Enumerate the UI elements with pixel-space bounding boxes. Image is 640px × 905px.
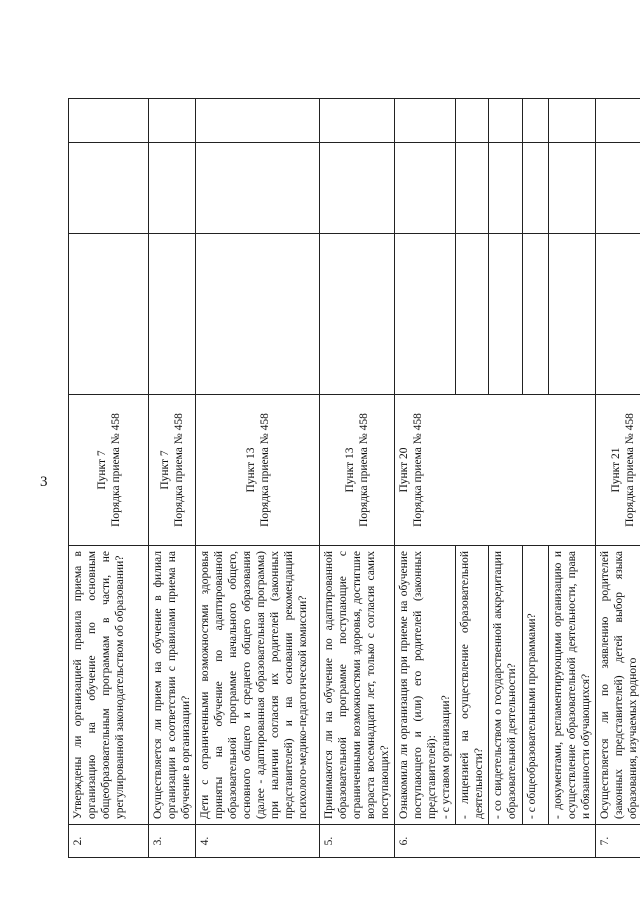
answer-cell — [196, 234, 320, 395]
ref-doc: Порядка приема № 458 — [109, 413, 122, 527]
ref-doc: Порядка приема № 458 — [623, 413, 636, 527]
answer-cell — [489, 143, 523, 234]
table-row — [395, 99, 456, 858]
answer-cell — [523, 143, 549, 234]
question-sub: - с уставом организации? — [440, 695, 452, 819]
answer-cell — [196, 143, 320, 234]
legal-reference — [149, 395, 196, 546]
answer-cell — [69, 143, 149, 234]
answer-cell — [456, 234, 489, 395]
legal-reference — [69, 395, 149, 546]
notes-cell — [489, 99, 523, 143]
answer-cell — [549, 143, 596, 234]
answer-cell — [395, 234, 456, 395]
ref-item: Пункт 13 — [244, 447, 257, 493]
answer-cell — [395, 143, 456, 234]
row-number: 7. — [596, 825, 640, 858]
question-text: Осуществляется ли прием на обучение в филиал организации в соответствии с правилами приема на обучение в организации? — [149, 546, 196, 825]
question-main: Ознакомила ли организация при приеме на обучение поступающего и (или) его родителей (законных представителей): — [398, 551, 438, 819]
notes-cell — [196, 99, 320, 143]
row-number: 3. — [149, 825, 196, 858]
ref-item: Пункт 21 — [609, 447, 622, 493]
question-text: Принимаются ли на обучение по адаптированной образовательной программе поступающие с ограниченными возможностями здоровья, достигшие возраста восемнадцати лет, только с согласия самих поступающих? — [320, 546, 395, 825]
ref-item: Пункт 13 — [344, 447, 356, 493]
legal-reference — [596, 395, 640, 546]
question-text — [395, 546, 456, 825]
row-number: 4. — [196, 825, 320, 858]
ref-item: Пункт 7 — [95, 450, 108, 490]
answer-cell — [69, 234, 149, 395]
notes-cell — [523, 99, 549, 143]
table-row — [69, 99, 149, 858]
notes-cell — [320, 99, 395, 143]
question-text: - со свидетельством о государственной аккредитации образовательной деятельности? — [489, 546, 523, 825]
answer-cell — [149, 143, 196, 234]
row-number: 2. — [69, 825, 149, 858]
ref-doc: Порядка приема № 458 — [412, 413, 424, 527]
legal-reference — [196, 395, 320, 546]
answer-cell — [489, 234, 523, 395]
notes-cell — [395, 99, 456, 143]
table-row — [196, 99, 320, 858]
ref-doc: Порядка приема № 458 — [258, 413, 271, 527]
ref-doc: Порядка приема № 458 — [358, 413, 370, 527]
ref-item: Пункт 7 — [159, 450, 171, 490]
legal-reference — [395, 395, 596, 546]
answer-cell — [456, 143, 489, 234]
notes-cell — [549, 99, 596, 143]
table-row — [596, 99, 640, 858]
notes-cell — [596, 99, 640, 143]
question-text: - документами, регламентирующими организацию и осуществление образовательной деятельности, права и обязанности обучающихся? — [549, 546, 596, 825]
answer-cell — [523, 234, 549, 395]
notes-cell — [149, 99, 196, 143]
answer-cell — [549, 234, 596, 395]
notes-cell — [456, 99, 489, 143]
row-number: 6. — [395, 825, 596, 858]
table-row — [149, 99, 196, 858]
ref-item: Пункт 20 — [398, 447, 410, 493]
answer-cell — [320, 143, 395, 234]
question-text: Утверждены ли организацией правила приема в организацию на обучение по основным общеобразовательным программам в части, не урегулированной законодательством об образовании? — [69, 546, 149, 825]
page-number: 3 — [40, 474, 48, 490]
table-row — [320, 99, 395, 858]
question-text: - лицензией на осуществление образовательной деятельности? — [456, 546, 489, 825]
checklist-table — [68, 98, 640, 858]
legal-reference — [320, 395, 395, 546]
question-text: - с общеобразовательными программами? — [523, 546, 549, 825]
row-number: 5. — [320, 825, 395, 858]
ref-doc: Порядка приема № 458 — [173, 413, 185, 527]
answer-cell — [149, 234, 196, 395]
answer-cell — [320, 234, 395, 395]
question-text: Дети с ограниченными возможностями здоровья приняты на обучение по адаптированной образовательной программе начального общего, основного общего и среднего общего образования (далее - адаптированная образовательная программа) при наличии согласия их родителей (законных представителей) и на основании рекомендаций психолого-медико-педагогической комиссии? — [196, 546, 320, 825]
question-text: Осуществляется ли по заявлению родителей (законных представителей) детей выбор языка образования, изучаемых родного — [596, 546, 640, 825]
notes-cell — [69, 99, 149, 143]
checklist-table-rotated — [68, 98, 639, 858]
answer-cell — [596, 234, 640, 395]
answer-cell — [596, 143, 640, 234]
